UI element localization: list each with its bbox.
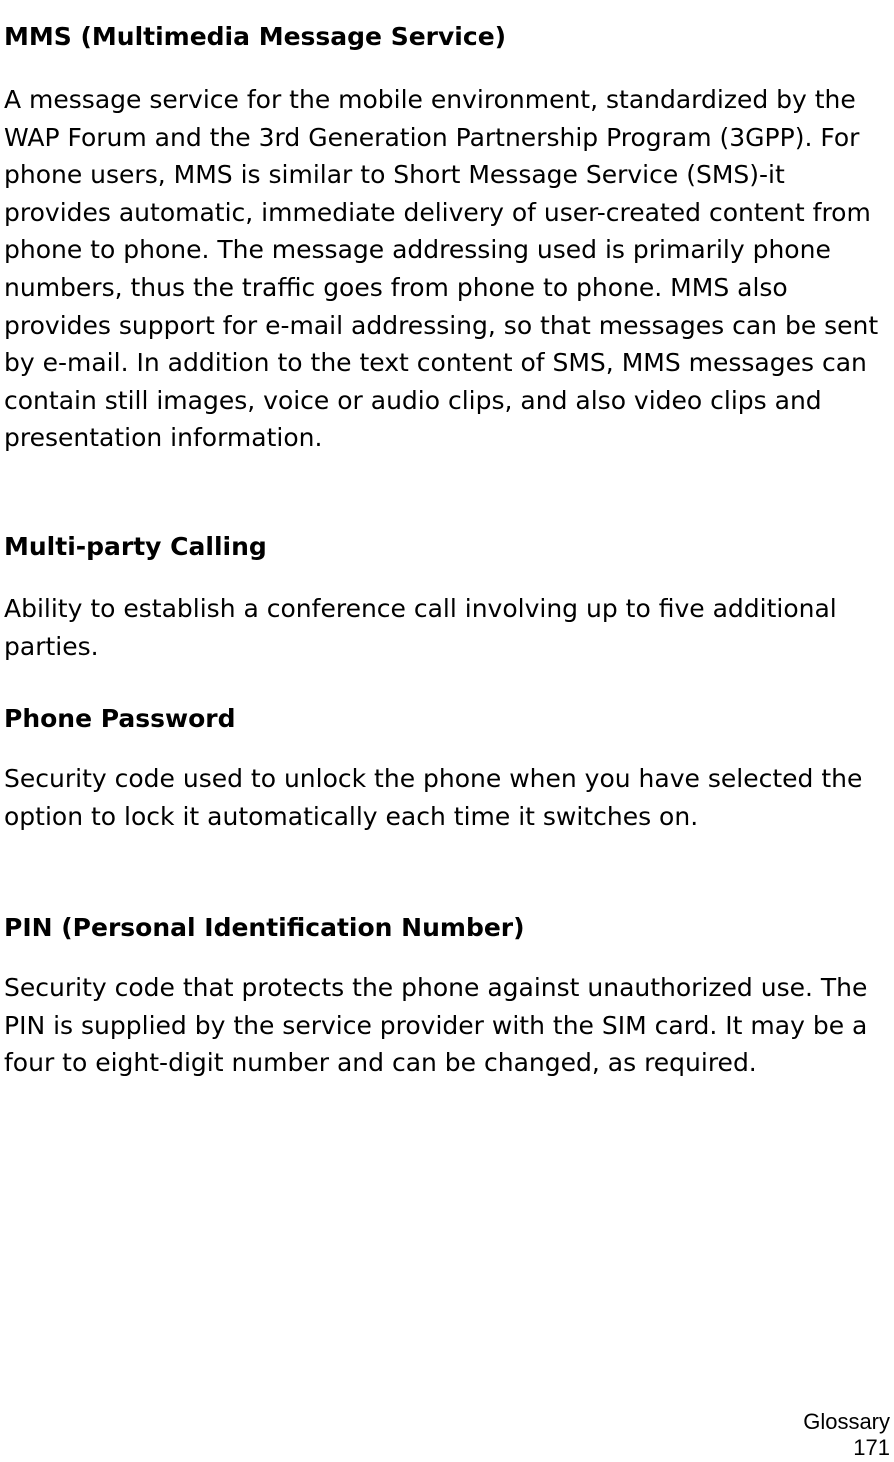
glossary-entry-pin [4, 912, 890, 1082]
term-heading: Phone Password [4, 704, 236, 733]
glossary-entry-phone-password [4, 703, 890, 835]
term-definition: Ability to establish a conference call involving up to five additional parties. [4, 594, 837, 661]
page-number: 171 [853, 1435, 890, 1460]
glossary-entry-mms [4, 21, 890, 457]
term-heading: MMS (Multimedia Message Service) [4, 22, 507, 51]
term-definition: A message service for the mobile environment, standardized by the WAP Forum and the 3rd Generation Partnership Program (3GPP). For phone users, MMS is similar to Short Message Service (SMS)-it provides automatic, immediate delivery of user-created content from phone to phone. The message addressing used is primarily phone numbers, thus the traffic goes from phone to phone. MMS also provides support for e-mail addressing, so that messages can be sent by e-mail. In addition to the text content of SMS, MMS messages can contain still images, voice or audio clips, and also video clips and presentation information. [4, 85, 879, 453]
term-heading: PIN (Personal Identification Number) [4, 913, 525, 942]
page-footer [803, 1409, 890, 1461]
glossary-entry-multi-party-calling [4, 531, 890, 665]
footer-section-label: Glossary [803, 1409, 890, 1434]
term-heading: Multi-party Calling [4, 532, 267, 561]
term-definition: Security code that protects the phone against unauthorized use. The PIN is supplied by the service provider with the SIM card. It may be a four to eight-digit number and can be changed, as required. [4, 973, 868, 1078]
term-definition: Security code used to unlock the phone when you have selected the option to lock it automatically each time it switches on. [4, 764, 863, 831]
